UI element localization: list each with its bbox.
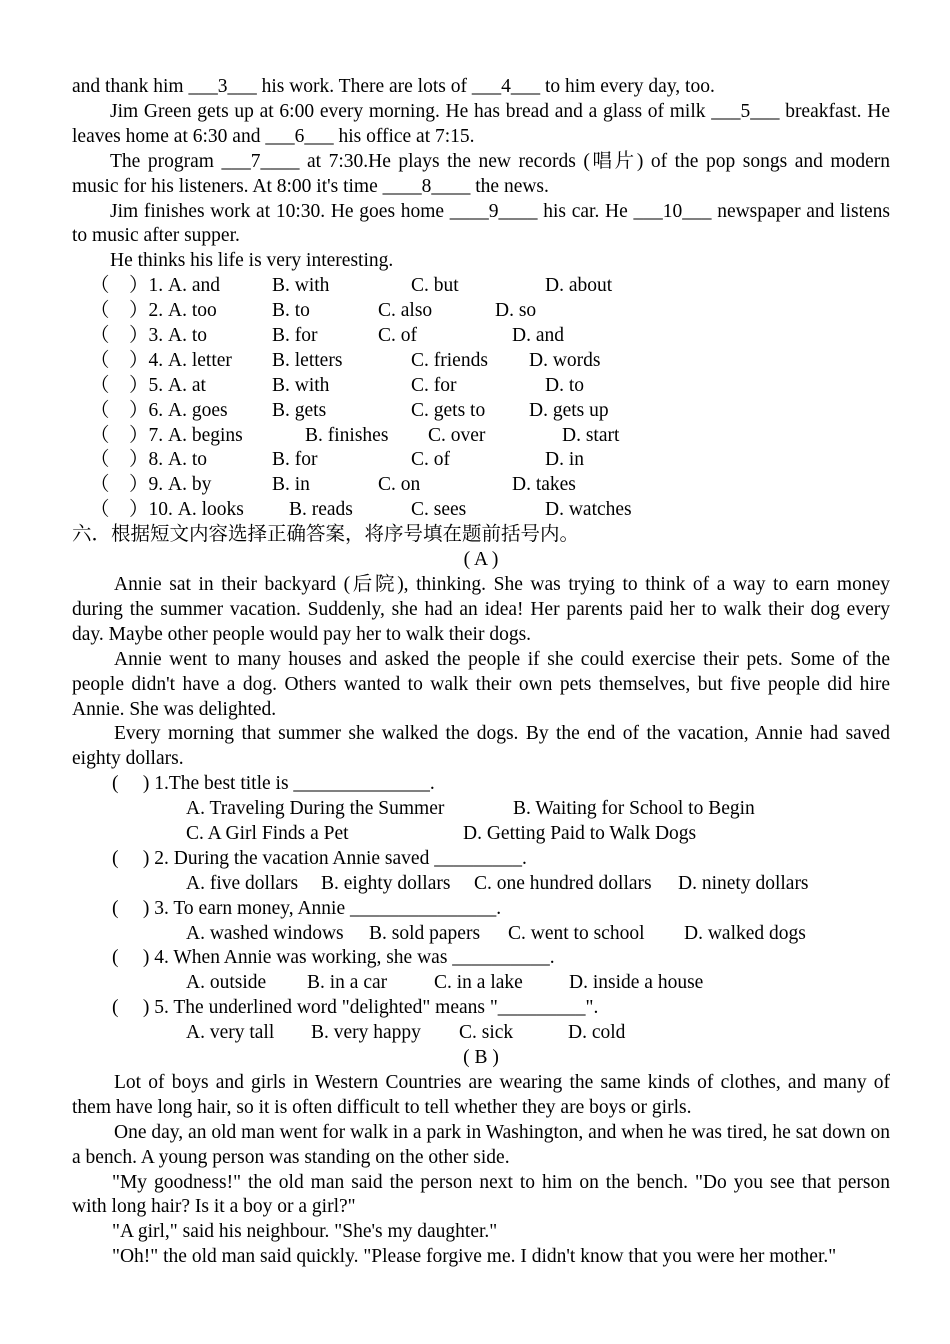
passage-b-label: ( B ) [463, 1047, 499, 1069]
question-number-option-a: （ ）6. A. goes [90, 399, 228, 421]
option-c: C. but [411, 275, 459, 297]
question-number-option-a: （ ）2. A. too [90, 300, 217, 322]
cloze-question-row [72, 324, 890, 349]
option-a: A. Traveling During the Summer [186, 798, 445, 820]
cloze-question-row [72, 374, 890, 399]
question-number-option-a: （ ）10. A. looks [90, 499, 244, 521]
option-c: C. in a lake [434, 972, 523, 994]
option-d: D. inside a house [569, 972, 704, 994]
option-d: D. gets up [529, 399, 609, 421]
cloze-line-1: and thank him ___3___ his work. There are lots of ___4___ to him every day, too. [72, 76, 715, 97]
option-c: C. also [378, 300, 433, 322]
option-b: B. Waiting for School to Begin [513, 798, 755, 820]
cloze-question-row [72, 399, 890, 424]
option-b: B. to [272, 300, 310, 322]
option-b: B. reads [289, 499, 353, 521]
option-a: A. washed windows [186, 922, 344, 944]
option-b: B. for [272, 325, 318, 347]
passage-a-paragraph: Every morning that summer she walked the dogs. By the end of the vacation, Annie had saved eighty dollars. [72, 723, 890, 770]
option-c: C. gets to [411, 399, 486, 421]
option-b: B. in a car [307, 972, 388, 994]
option-c: C. for [411, 374, 457, 396]
option-b: B. sold papers [369, 922, 481, 944]
option-d: D. cold [568, 1022, 626, 1044]
option-c: C. A Girl Finds a Pet [186, 823, 349, 844]
question-stem: ( ) 3. To earn money, Annie _______________. [112, 897, 502, 919]
cloze-question-row [72, 498, 890, 523]
option-d: D. words [529, 349, 601, 371]
question-options [72, 872, 890, 897]
option-d: D. watches [545, 499, 632, 521]
passage-a-paragraph: Annie went to many houses and asked the people if she could exercise their pets. Some of the people didn't have a dog. Others wanted to walk their own pets themselves, but five people did hire Annie. She was delighted. [72, 648, 890, 720]
option-d: D. to [545, 374, 584, 396]
reading-question-1 [72, 772, 890, 797]
option-c: C. went to school [508, 922, 645, 944]
option-b: B. with [272, 374, 330, 396]
option-c: C. on [378, 474, 421, 496]
question-options [72, 922, 890, 947]
reading-question-5 [72, 996, 890, 1021]
option-d: D. about [545, 275, 613, 297]
option-b: B. finishes [305, 424, 389, 446]
question-number-option-a: （ ）9. A. by [90, 474, 212, 496]
option-c: C. one hundred dollars [474, 872, 652, 894]
option-d: D. takes [512, 474, 576, 496]
option-d: D. so [495, 300, 537, 322]
cloze-question-row [72, 473, 890, 498]
question-number-option-a: （ ）1. A. and [90, 275, 220, 297]
option-b: B. letters [272, 349, 343, 371]
option-b: B. with [272, 275, 330, 297]
passage-a-questions [72, 772, 890, 1046]
option-b: B. gets [272, 399, 327, 421]
question-number-option-a: （ ）7. A. begins [90, 424, 243, 446]
reading-question-4 [72, 946, 890, 971]
cloze-question-row [72, 299, 890, 324]
option-d: D. walked dogs [684, 922, 806, 944]
question-number-option-a: （ ）3. A. to [90, 325, 208, 347]
passage-b-paragraph: One day, an old man went for walk in a park in Washington, and when he was tired, he sat down on a bench. A young person was standing on the other side. [72, 1121, 890, 1168]
passage-b-paragraph: "A girl," said his neighbour. "She's my daughter." [112, 1221, 498, 1243]
option-a: A. outside [186, 972, 267, 994]
question-number-option-a: （ ）5. A. at [90, 374, 206, 396]
question-options [72, 822, 890, 847]
question-options [72, 797, 890, 822]
option-c: C. of [411, 449, 450, 471]
option-a: A. five dollars [186, 872, 299, 894]
passage-a-label: ( A ) [463, 549, 499, 571]
question-options [72, 971, 890, 996]
cloze-paragraph-2: Jim Green gets up at 6:00 every morning. He has bread and a glass of milk ___5___ breakfast. He leaves home at 6:30 and ___6___ his office at 7:15. [72, 100, 890, 147]
question-stem: ( ) 2. During the vacation Annie saved _________. [112, 847, 527, 869]
option-c: C. over [428, 424, 486, 446]
question-number-option-a: （ ）4. A. letter [90, 349, 232, 371]
question-stem: ( ) 4. When Annie was working, she was __________. [112, 947, 555, 969]
question-number-option-a: （ ）8. A. to [90, 449, 208, 471]
option-d: D. Getting Paid to Walk Dogs [463, 823, 697, 844]
reading-question-3 [72, 897, 890, 922]
option-c: C. of [378, 325, 417, 347]
option-d: D. start [562, 424, 620, 446]
option-c: C. sick [459, 1022, 514, 1044]
cloze-question-list [72, 274, 890, 523]
passage-b-paragraph: "My goodness!" the old man said the person next to him on the bench. "Do you see that person with long hair? Is it a boy or a girl?" [72, 1171, 890, 1218]
cloze-paragraph-4: Jim finishes work at 10:30. He goes home ____9____ his car. He ___10___ newspaper and listens to music after supper. [72, 200, 890, 247]
passage-b-paragraph: "Oh!" the old man said quickly. "Please forgive me. I didn't know that you were her mother." [112, 1246, 837, 1268]
document-content [72, 75, 890, 1270]
cloze-question-row [72, 448, 890, 473]
option-d: D. and [512, 325, 564, 347]
option-a: A. very tall [186, 1022, 275, 1044]
cloze-paragraph-5: He thinks his life is very interesting. [110, 250, 394, 272]
passage-b-paragraph: Lot of boys and girls in Western Countries are wearing the same kinds of clothes, and many of them have long hair, so it is often difficult to tell whether they are boys or girls. [72, 1071, 890, 1118]
option-d: D. in [545, 449, 584, 471]
option-b: B. very happy [311, 1022, 421, 1044]
cloze-question-row [72, 274, 890, 299]
option-c: C. friends [411, 349, 488, 371]
option-b: B. for [272, 449, 318, 471]
option-b: B. in [272, 474, 310, 496]
question-options [72, 1021, 890, 1046]
section-six-heading: 六．根据短文内容选择正确答案，将序号填在题前括号内。 [72, 524, 580, 546]
option-d: D. ninety dollars [678, 872, 809, 894]
cloze-paragraph-3: The program ___7____ at 7:30.He plays the new records (唱片) of the pop songs and modern music for his listeners. At 8:00 it's time ____8____ the news. [72, 150, 890, 197]
reading-question-2 [72, 847, 890, 872]
passage-a-paragraph: Annie sat in their backyard (后院), thinking. She was trying to think of a way to earn money during the summer vacation. Suddenly, she had an idea! Her parents paid her to walk their dog every day. Maybe other people would pay her to walk their dogs. [72, 573, 890, 645]
option-c: C. sees [411, 499, 467, 521]
cloze-question-row [72, 424, 890, 449]
question-stem: ( ) 1.The best title is ______________. [112, 773, 435, 795]
cloze-question-row [72, 349, 890, 374]
option-b: B. eighty dollars [321, 872, 451, 894]
question-stem: ( ) 5. The underlined word "delighted" means "_________". [112, 997, 599, 1019]
